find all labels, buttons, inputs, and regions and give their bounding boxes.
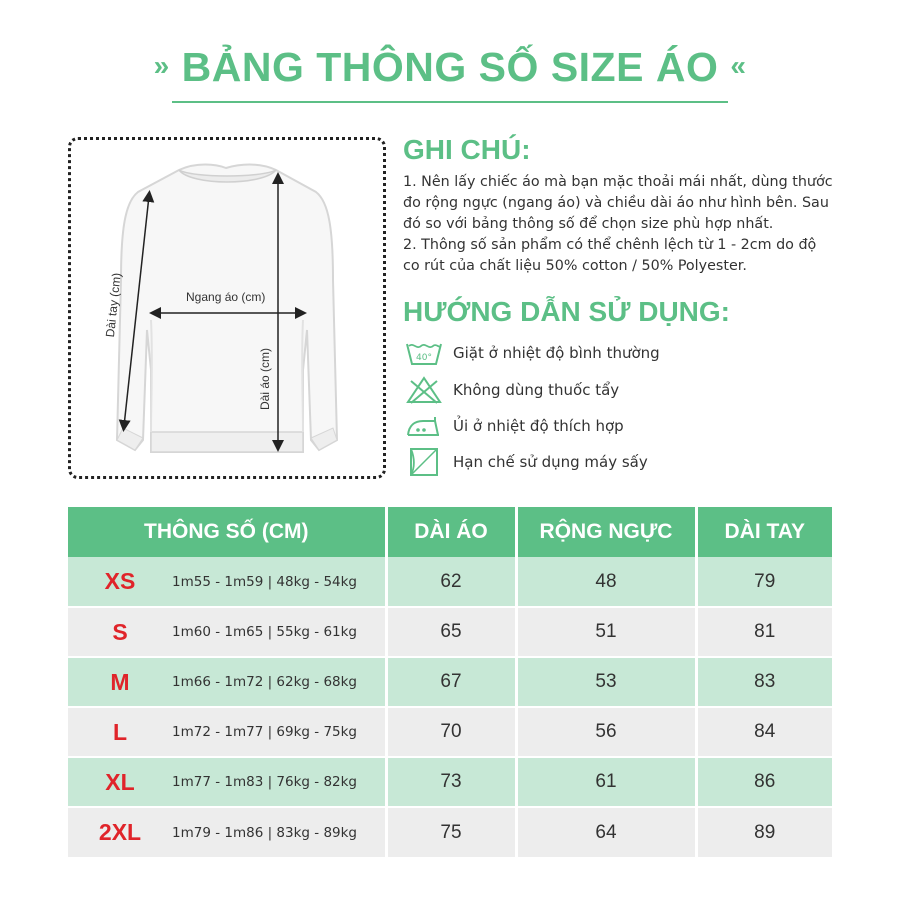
care-item-iron xyxy=(405,411,825,441)
care-label: Ủi ở nhiệt độ thích hợp xyxy=(453,417,624,435)
spec-cell xyxy=(68,757,386,807)
chest-cell: 56 xyxy=(516,707,696,757)
chest-cell: 64 xyxy=(516,807,696,857)
page-title xyxy=(0,44,900,100)
length-cell: 67 xyxy=(386,657,516,707)
note-line: 1. Nên lấy chiếc áo mà bạn mặc thoải mái nhất, dùng thước xyxy=(403,174,833,190)
notes-text xyxy=(403,172,843,277)
chest-cell: 51 xyxy=(516,607,696,657)
table-row xyxy=(68,607,832,657)
length-cell: 70 xyxy=(386,707,516,757)
wash-temp-text: 40° xyxy=(416,353,432,363)
spec-cell xyxy=(68,657,386,707)
chevron-left-icon: « xyxy=(730,50,747,81)
care-item-wash xyxy=(405,338,825,368)
spec-cell xyxy=(68,557,386,607)
iron-icon xyxy=(405,411,443,441)
tumble-dry-icon xyxy=(405,447,443,477)
sleeve-cell: 84 xyxy=(696,707,832,757)
size-label: S xyxy=(112,618,128,645)
title-text xyxy=(142,44,759,91)
sleeve-cell: 79 xyxy=(696,557,832,607)
size-label: XL xyxy=(105,768,135,795)
size-label: XS xyxy=(104,568,136,594)
no-bleach-icon xyxy=(405,375,443,405)
header-length: DÀI ÁO xyxy=(386,507,516,557)
header-spec: THÔNG SỐ (CM) xyxy=(68,507,386,557)
note-line: đo rộng ngực (ngang áo) và chiều dài áo như hình bên. Sau xyxy=(403,195,829,211)
note-line: 2. Thông số sản phẩm có thể chênh lệch từ 1 - 2cm do độ xyxy=(403,237,817,253)
spec-cell xyxy=(68,607,386,657)
header-sleeve: DÀI TAY xyxy=(696,507,832,557)
length-cell: 75 xyxy=(386,807,516,857)
sleeve-cell: 86 xyxy=(696,757,832,807)
fit-range: 1m77 - 1m83 | 76kg - 82kg xyxy=(172,774,358,790)
table-row xyxy=(68,657,832,707)
care-label: Giặt ở nhiệt độ bình thường xyxy=(453,344,660,362)
wash-40-icon xyxy=(405,338,443,368)
sleeve-cell: 81 xyxy=(696,607,832,657)
chest-cell: 48 xyxy=(516,557,696,607)
header-chest: RỘNG NGỰC xyxy=(516,507,696,557)
chest-cell: 61 xyxy=(516,757,696,807)
size-table xyxy=(68,507,832,857)
fit-range: 1m66 - 1m72 | 62kg - 68kg xyxy=(172,674,358,690)
chest-label: Ngang áo (cm) xyxy=(186,290,266,304)
length-cell: 65 xyxy=(386,607,516,657)
size-label: 2XL xyxy=(98,819,142,845)
sleeve-cell: 89 xyxy=(696,807,832,857)
notes-heading: GHI CHÚ: xyxy=(403,134,531,165)
title-underline xyxy=(172,101,728,103)
table-row xyxy=(68,807,832,857)
care-item-dry xyxy=(405,447,825,477)
table-row xyxy=(68,557,832,607)
title-label: BẢNG THÔNG SỐ SIZE ÁO xyxy=(181,44,719,90)
fit-range: 1m55 - 1m59 | 48kg - 54kg xyxy=(172,573,358,590)
note-line: đó so với bảng thông số để chọn size phù hợp nhất. xyxy=(403,216,774,232)
length-cell: 73 xyxy=(386,757,516,807)
care-heading: HƯỚNG DẪN SỬ DỤNG: xyxy=(403,296,731,327)
table-header-row xyxy=(68,507,832,557)
care-label: Không dùng thuốc tẩy xyxy=(453,381,620,399)
sleeve-label: Dài tay (cm) xyxy=(102,272,124,338)
fit-range: 1m60 - 1m65 | 55kg - 61kg xyxy=(172,624,358,640)
spec-cell xyxy=(68,807,386,857)
fit-range: 1m79 - 1m86 | 83kg - 89kg xyxy=(172,824,358,841)
size-label: M xyxy=(110,668,130,695)
sleeve-cell: 83 xyxy=(696,657,832,707)
table-row xyxy=(68,757,832,807)
chevron-right-icon: » xyxy=(153,50,170,81)
note-line: co rút của chất liệu 50% cotton / 50% Polyester. xyxy=(403,258,747,274)
size-label: L xyxy=(112,718,128,745)
care-item-bleach xyxy=(405,375,825,405)
chest-cell: 53 xyxy=(516,657,696,707)
length-cell: 62 xyxy=(386,557,516,607)
table-row xyxy=(68,707,832,757)
fit-range: 1m72 - 1m77 | 69kg - 75kg xyxy=(172,724,358,740)
care-label: Hạn chế sử dụng máy sấy xyxy=(453,453,648,471)
spec-cell xyxy=(68,707,386,757)
length-label: Dài áo (cm) xyxy=(258,347,273,411)
sweatshirt-diagram xyxy=(68,137,386,479)
